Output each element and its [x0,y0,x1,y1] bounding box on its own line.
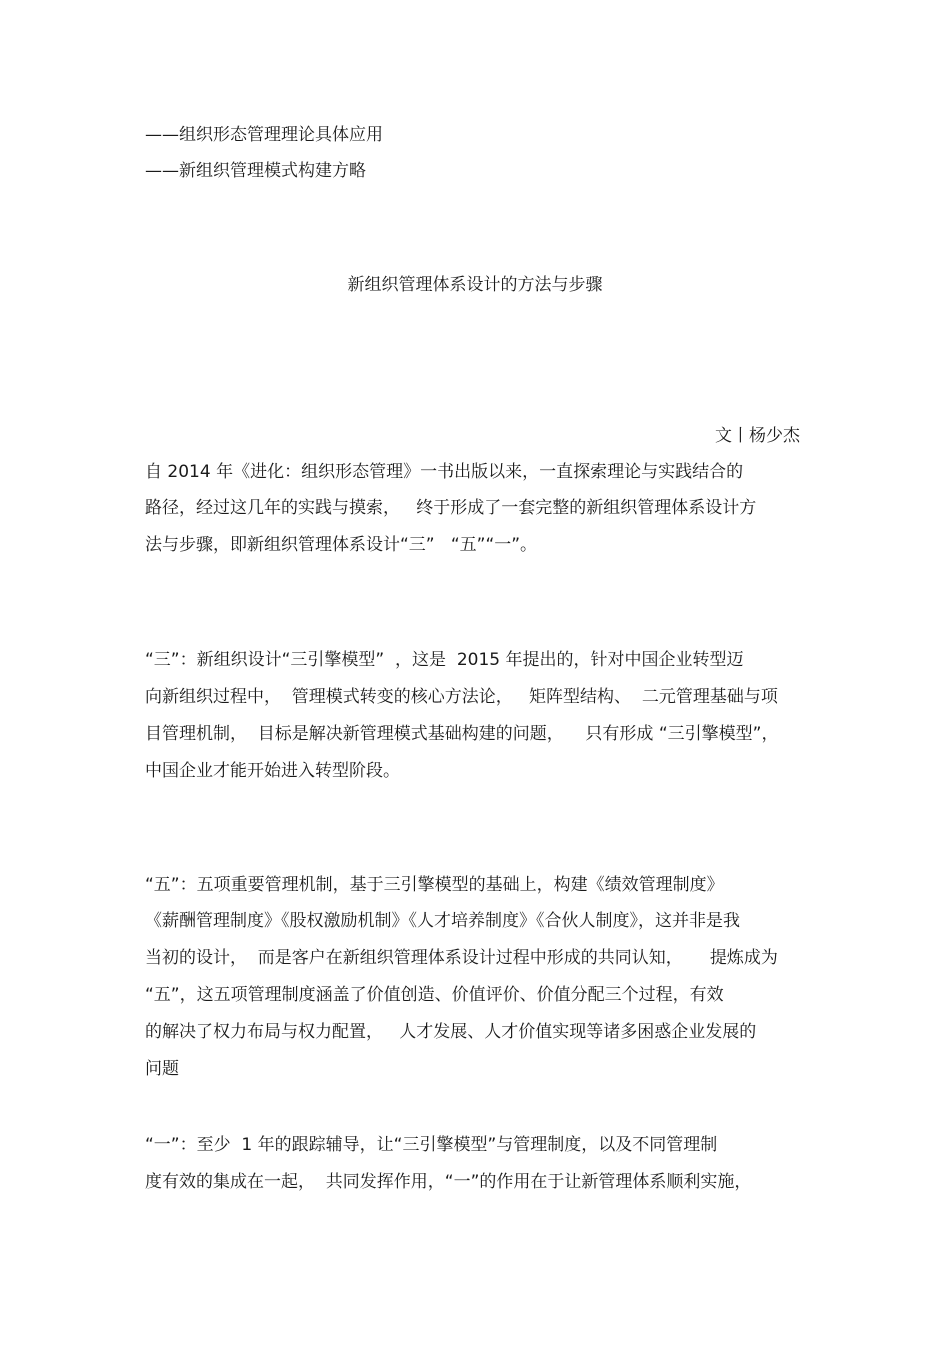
paragraph-line: “五”，这五项管理制度涵盖了价值创造、价值评价、价值分配三个过程，有效 [145,985,724,1005]
paragraph-line: 中国企业才能开始进入转型阶段。 [145,761,400,781]
author-byline: 文丨杨少杰 [715,426,800,446]
paragraph-line: 度有效的集成在一起， 共同发挥作用，“一”的作用在于让新管理体系顺利实施， [145,1172,752,1192]
paragraph-line: 目管理机制， 目标是解决新管理模式基础构建的问题， 只有形成 “三引擎模型”， [145,724,779,744]
paragraph-line: “五”：五项重要管理机制，基于三引擎模型的基础上，构建《绩效管理制度》 [145,875,724,895]
paragraph-line: 的解决了权力布局与权力配置， 人才发展、人才价值实现等诸多困惑企业发展的 [145,1022,757,1042]
paragraph-line: 问题 [145,1059,179,1079]
paragraph-line: 当初的设计， 而是客户在新组织管理体系设计过程中形成的共同认知， 提炼成为 [145,948,778,968]
subtitle-1: ——组织形态管理理论具体应用 [145,125,383,145]
paragraph-line: 自 2014 年《进化：组织形态管理》一书出版以来，一直探索理论与实践结合的 [145,462,744,482]
paragraph-line: 法与步骤，即新组织管理体系设计“三” “五”“一”。 [145,535,538,555]
paragraph-line: “三”：新组织设计“三引擎模型” ，这是 2015 年提出的，针对中国企业转型迈 [145,650,744,670]
document-title: 新组织管理体系设计的方法与步骤 [347,275,603,295]
subtitle-2: ——新组织管理模式构建方略 [145,161,366,181]
paragraph-line: 《薪酬管理制度》《股权激励机制》《人才培养制度》《合伙人制度》，这并非是我 [145,911,740,931]
paragraph-line: 向新组织过程中， 管理模式转变的核心方法论， 矩阵型结构、 二元管理基础与项 [145,687,778,707]
paragraph-line: “一”：至少 1 年的跟踪辅导，让“三引擎模型”与管理制度，以及不同管理制 [145,1135,718,1155]
paragraph-line: 路径，经过这几年的实践与摸索， 终于形成了一套完整的新组织管理体系设计方 [145,498,757,518]
